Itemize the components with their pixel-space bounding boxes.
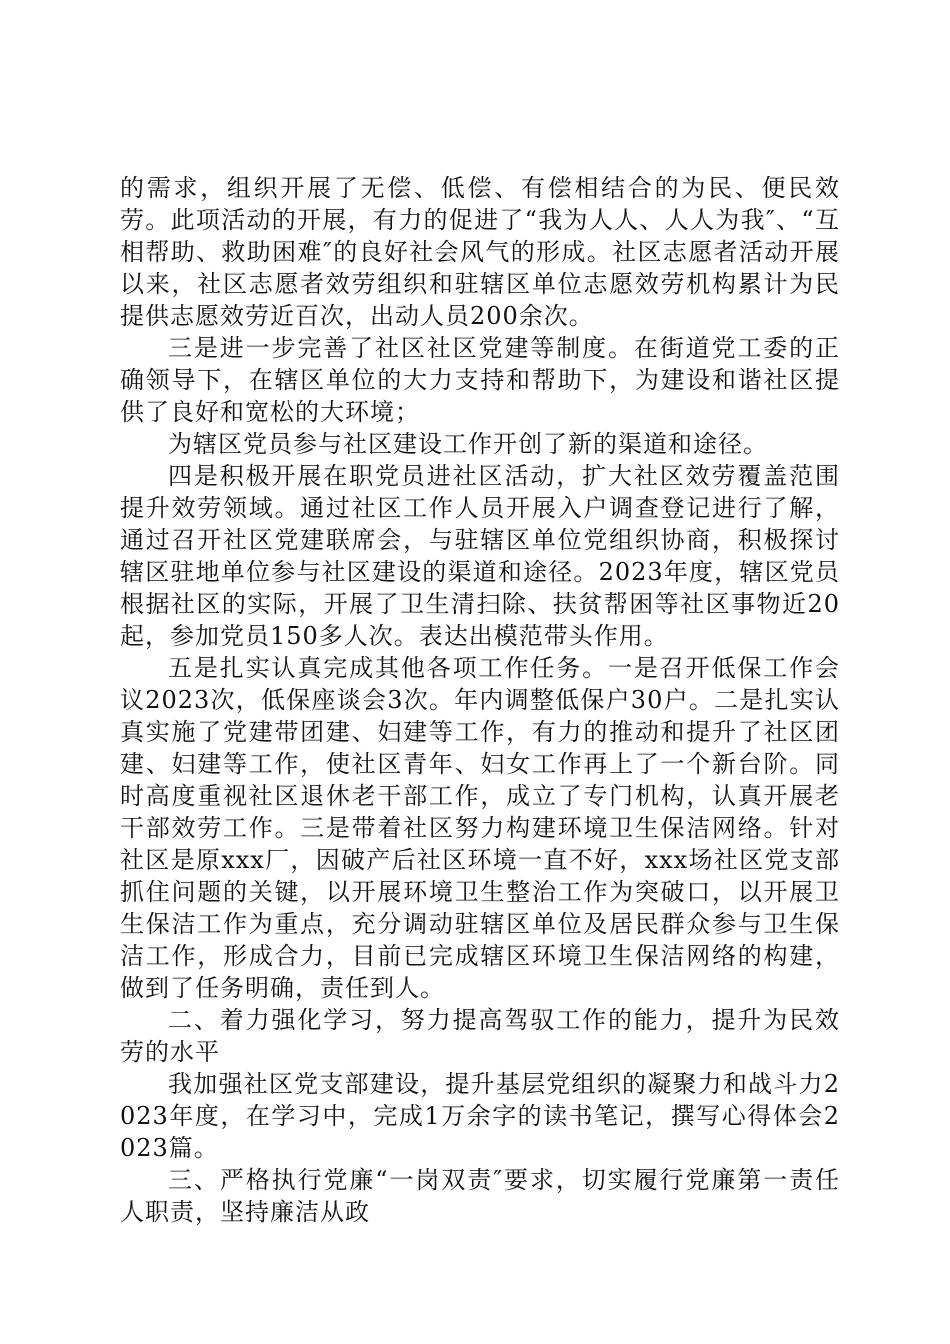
paragraph-6: 我加强社区党支部建设，提升基层党组织的凝聚力和战斗力2023年度，在学习中，完成1万余字的读书笔记，撰写心得体会2023篇。 [120,1070,840,1162]
section-heading-2: 二、着力强化学习，努力提高驾驭工作的能力，提升为民效劳的水平 [120,1006,840,1066]
paragraph-5: 五是扎实认真完成其他各项工作任务。一是召开低保工作会议2023次，低保座谈会3次。年内调整低保户30户。二是扎实认真实施了党建带团建、妇建等工作，有力的推动和提升了社区团建、妇建等工作，使社区青年、妇女工作再上了一个新台阶。同时高度重视社区退休老干部工作，成立了专门机构，认真开展老干部效劳工作。三是带着社区努力构建环境卫生保洁网络。针对社区是原xxx厂，因破产后社区环境一直不好，xxx场社区党支部抓住问题的关键，以开展环境卫生整治工作为突破口，以开展卫生保洁工作为重点，充分调动驻辖区单位及居民群众参与卫生保洁工作，形成合力，目前已完成辖区环境卫生保洁网络的构建，做到了任务明确，责任到人。 [120,654,840,1002]
paragraph-1: 的需求，组织开展了无偿、低偿、有偿相结合的为民、便民效劳。此项活动的开展，有力的促进了“我为人人、人人为我″、“互相帮助、救助困难″的良好社会风气的形成。社区志愿者活动开展以来，社区志愿者效劳组织和驻辖区单位志愿效劳机构累计为民提供志愿效劳近百次，出动人员200余次。 [120,174,840,330]
paragraph-4: 四是积极开展在职党员进社区活动，扩大社区效劳覆盖范围提升效劳领域。通过社区工作人员开展入户调查登记进行了解，通过召开社区党建联席会，与驻辖区单位党组织协商，积极探讨辖区驻地单位参与社区建设的渠道和途径。2023年度，辖区党员根据社区的实际，开展了卫生清扫除、扶贫帮困等社区事物近20起，参加党员150多人次。表达出模范带头作用。 [120,462,840,650]
section-heading-3: 三、严格执行党廉“一岗双责″要求，切实履行党廉第一责任人职责，坚持廉洁从政 [120,1166,840,1226]
paragraph-2: 三是进一步完善了社区社区党建等制度。在街道党工委的正确领导下，在辖区单位的大力支持和帮助下，为建设和谐社区提供了良好和宽松的大环境； [120,334,840,426]
paragraph-3: 为辖区党员参与社区建设工作开创了新的渠道和途径。 [168,430,768,458]
document-page [120,172,840,1228]
